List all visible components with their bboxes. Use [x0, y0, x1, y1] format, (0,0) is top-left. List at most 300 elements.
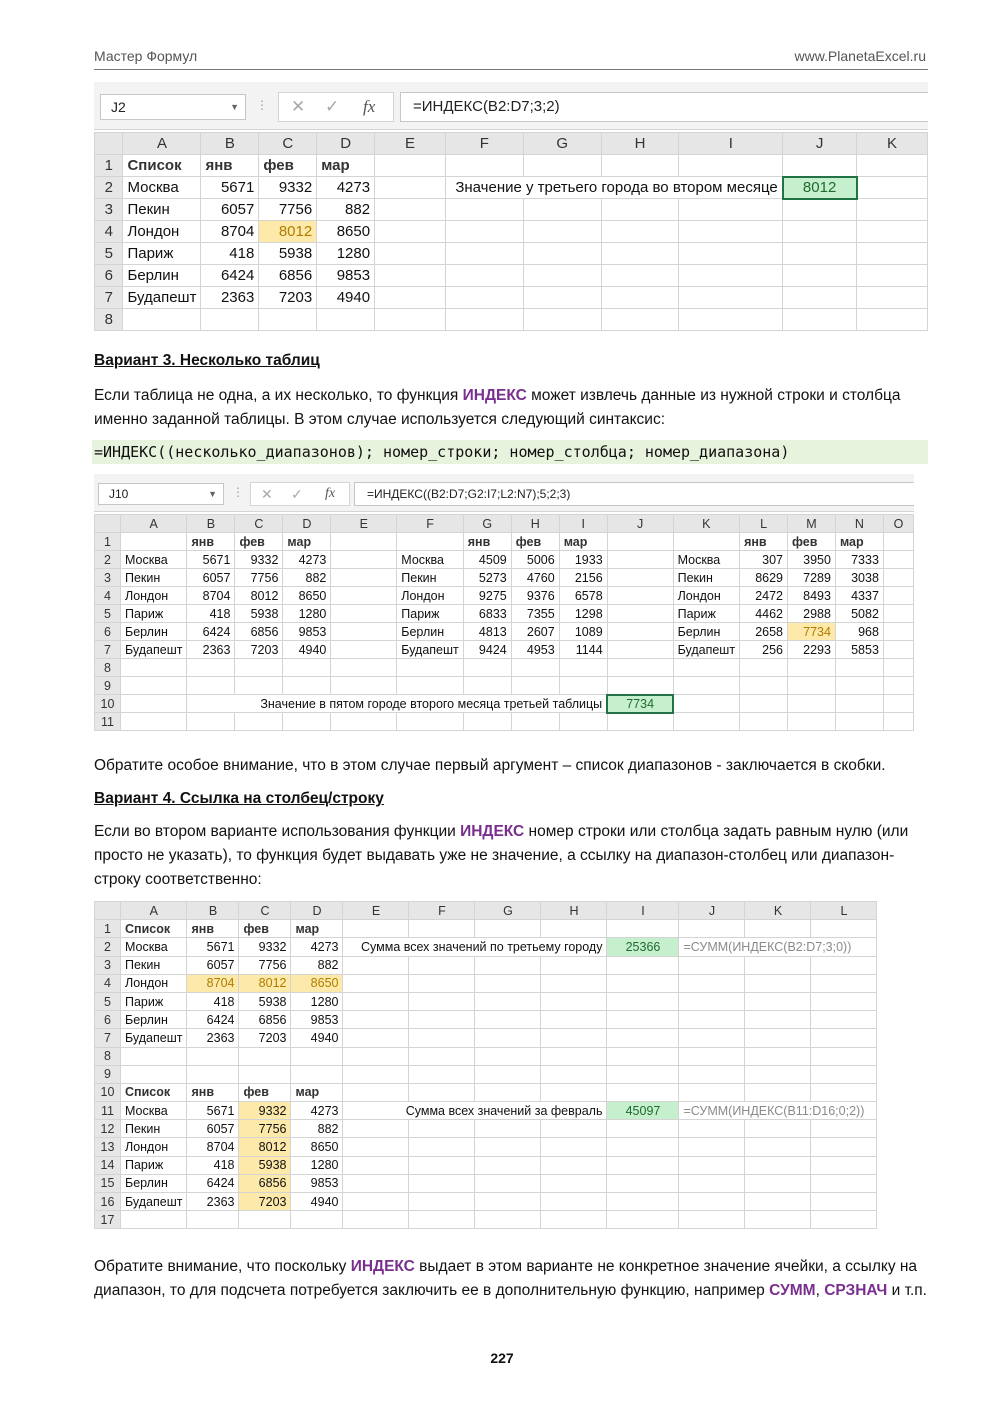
cell[interactable]	[559, 659, 607, 677]
cell[interactable]: 2156	[559, 569, 607, 587]
cell[interactable]: янв	[187, 920, 239, 938]
cell[interactable]: Берлин	[673, 623, 739, 641]
cell[interactable]	[475, 956, 541, 974]
cell[interactable]	[475, 1211, 541, 1229]
cell[interactable]	[811, 1193, 877, 1211]
cell[interactable]	[811, 1083, 877, 1101]
cell[interactable]: янв	[187, 1083, 239, 1101]
cell[interactable]	[445, 309, 523, 331]
cell[interactable]: 7756	[239, 956, 291, 974]
cell[interactable]: 5671	[187, 938, 239, 956]
cell[interactable]	[607, 1065, 679, 1083]
row-header[interactable]: 5	[95, 243, 123, 265]
cell[interactable]	[523, 287, 601, 309]
cell[interactable]: 5671	[187, 1102, 239, 1120]
formula-input[interactable]: =ИНДЕКС(B2:D7;3;2)	[400, 92, 928, 122]
cell[interactable]: Список	[121, 920, 187, 938]
cell[interactable]	[745, 1029, 811, 1047]
cell[interactable]: 2363	[187, 641, 235, 659]
cell[interactable]: 6057	[187, 956, 239, 974]
column-header[interactable]: N	[835, 515, 883, 533]
cell[interactable]	[409, 1083, 475, 1101]
cell[interactable]	[511, 713, 559, 731]
cell[interactable]	[783, 287, 857, 309]
cell[interactable]: 2363	[187, 1193, 239, 1211]
cell[interactable]: Пекин	[673, 569, 739, 587]
cell[interactable]	[541, 1120, 607, 1138]
cell[interactable]: фев	[511, 533, 559, 551]
cell[interactable]	[607, 641, 673, 659]
cell[interactable]: янв	[201, 155, 259, 177]
cell[interactable]: 8704	[201, 221, 259, 243]
cell[interactable]: 7203	[239, 1029, 291, 1047]
cell[interactable]	[883, 713, 913, 731]
cell[interactable]: 7289	[788, 569, 836, 587]
cell[interactable]: 9275	[463, 587, 511, 605]
cell[interactable]	[745, 1120, 811, 1138]
cell[interactable]	[343, 1011, 409, 1029]
row-header[interactable]: 4	[95, 587, 121, 605]
cell[interactable]: 8650	[283, 587, 331, 605]
cell[interactable]	[679, 920, 745, 938]
cell[interactable]	[239, 1065, 291, 1083]
cell[interactable]: Будапешт	[121, 1193, 187, 1211]
column-header[interactable]: F	[397, 515, 463, 533]
cell[interactable]	[601, 155, 679, 177]
cell[interactable]	[397, 659, 463, 677]
cell[interactable]: фев	[788, 533, 836, 551]
cell[interactable]	[343, 1065, 409, 1083]
cell[interactable]	[343, 1211, 409, 1229]
cell[interactable]	[463, 713, 511, 731]
cell[interactable]	[187, 677, 235, 695]
cell[interactable]	[409, 1138, 475, 1156]
cell[interactable]	[811, 1156, 877, 1174]
cell[interactable]: Париж	[673, 605, 739, 623]
cell[interactable]: 2293	[788, 641, 836, 659]
enter-check-icon[interactable]: ✓	[325, 97, 340, 116]
cell[interactable]: 2607	[511, 623, 559, 641]
row-header[interactable]: 9	[95, 677, 121, 695]
cell[interactable]	[745, 956, 811, 974]
cell[interactable]	[607, 677, 673, 695]
cell[interactable]: 6057	[187, 1120, 239, 1138]
cell[interactable]	[291, 1211, 343, 1229]
cell[interactable]: 5938	[235, 605, 283, 623]
cell[interactable]: 1280	[283, 605, 331, 623]
cell[interactable]	[523, 309, 601, 331]
cell[interactable]	[783, 199, 857, 221]
cell[interactable]: 4273	[291, 938, 343, 956]
result-cell[interactable]: 8012	[783, 177, 857, 199]
cell[interactable]	[673, 713, 739, 731]
cell[interactable]: 9853	[291, 1011, 343, 1029]
cell[interactable]	[679, 1047, 745, 1065]
cell[interactable]: Берлин	[397, 623, 463, 641]
cell[interactable]	[375, 243, 446, 265]
cell[interactable]	[811, 1047, 877, 1065]
cell[interactable]: 1280	[317, 243, 375, 265]
cell[interactable]	[783, 155, 857, 177]
cell[interactable]	[123, 309, 201, 331]
cell[interactable]	[541, 1156, 607, 1174]
cell[interactable]	[259, 309, 317, 331]
cell[interactable]	[811, 1029, 877, 1047]
cell[interactable]	[343, 974, 409, 992]
cell[interactable]	[375, 221, 446, 243]
cell[interactable]: Москва	[397, 551, 463, 569]
cell[interactable]	[607, 1011, 679, 1029]
cell[interactable]: 4940	[291, 1193, 343, 1211]
cell[interactable]: 8704	[187, 974, 239, 992]
cell[interactable]: 4940	[283, 641, 331, 659]
cell[interactable]: 882	[317, 199, 375, 221]
cell[interactable]	[541, 1083, 607, 1101]
cell[interactable]	[740, 695, 788, 713]
cell[interactable]	[740, 713, 788, 731]
cell[interactable]	[523, 243, 601, 265]
cell[interactable]: 4337	[835, 587, 883, 605]
cell[interactable]: 5938	[239, 992, 291, 1010]
cell[interactable]	[343, 1120, 409, 1138]
cell[interactable]	[343, 956, 409, 974]
cell[interactable]	[607, 605, 673, 623]
cell[interactable]	[511, 659, 559, 677]
cell[interactable]: 8012	[259, 221, 317, 243]
cell[interactable]	[375, 287, 446, 309]
column-header[interactable]: A	[120, 515, 186, 533]
cell[interactable]	[397, 677, 463, 695]
cell[interactable]: 4940	[291, 1029, 343, 1047]
cell[interactable]	[740, 677, 788, 695]
cell[interactable]: 9853	[291, 1174, 343, 1192]
cell[interactable]	[541, 1029, 607, 1047]
formula-input[interactable]: =ИНДЕКС((B2:D7;G2:I7;L2:N7);5;2;3)	[354, 482, 914, 506]
cell[interactable]	[679, 309, 783, 331]
cell[interactable]: 8012	[239, 1138, 291, 1156]
cell[interactable]: 7203	[239, 1193, 291, 1211]
cell[interactable]: Париж	[121, 1156, 187, 1174]
cell[interactable]: 5938	[239, 1156, 291, 1174]
cell[interactable]	[607, 1047, 679, 1065]
row-header[interactable]: 5	[95, 992, 121, 1010]
cell[interactable]: Москва	[121, 1102, 187, 1120]
cell[interactable]: 6856	[235, 623, 283, 641]
cell[interactable]: Москва	[123, 177, 201, 199]
cell[interactable]: Лондон	[397, 587, 463, 605]
cell[interactable]	[397, 713, 463, 731]
row-header[interactable]: 2	[95, 938, 121, 956]
cell[interactable]: 5082	[835, 605, 883, 623]
cell[interactable]	[541, 1138, 607, 1156]
cell[interactable]	[883, 641, 913, 659]
cell[interactable]: Лондон	[120, 587, 186, 605]
column-header[interactable]: F	[409, 902, 475, 920]
enter-check-icon[interactable]: ✓	[291, 486, 303, 502]
cell[interactable]: Пекин	[121, 1120, 187, 1138]
cell[interactable]	[607, 1211, 679, 1229]
cell[interactable]: 2988	[788, 605, 836, 623]
column-header[interactable]: H	[601, 133, 679, 155]
cell[interactable]	[331, 587, 397, 605]
cell[interactable]	[317, 309, 375, 331]
cell[interactable]: 418	[187, 992, 239, 1010]
cell[interactable]	[541, 1174, 607, 1192]
cell[interactable]	[679, 1120, 745, 1138]
row-header[interactable]: 17	[95, 1211, 121, 1229]
cell[interactable]: 882	[291, 956, 343, 974]
cell[interactable]	[811, 974, 877, 992]
column-header[interactable]: H	[541, 902, 607, 920]
cell[interactable]	[673, 677, 739, 695]
cell[interactable]	[601, 199, 679, 221]
cell[interactable]: фев	[259, 155, 317, 177]
cell[interactable]	[331, 659, 397, 677]
cell[interactable]	[343, 992, 409, 1010]
row-header[interactable]: 6	[95, 1011, 121, 1029]
cell[interactable]	[331, 641, 397, 659]
cell[interactable]	[607, 569, 673, 587]
cell[interactable]	[607, 1083, 679, 1101]
dropdown-arrow-icon[interactable]: ▼	[230, 102, 239, 112]
column-header[interactable]: C	[259, 133, 317, 155]
cell[interactable]: 3038	[835, 569, 883, 587]
cell[interactable]: 1280	[291, 1156, 343, 1174]
column-header[interactable]: E	[375, 133, 446, 155]
cell[interactable]: Список	[121, 1083, 187, 1101]
cell[interactable]	[783, 309, 857, 331]
cell[interactable]	[445, 265, 523, 287]
cell[interactable]	[857, 177, 928, 199]
cell[interactable]: 7203	[235, 641, 283, 659]
row-header[interactable]: 4	[95, 974, 121, 992]
cell[interactable]	[291, 1047, 343, 1065]
cell[interactable]	[409, 1120, 475, 1138]
row-header[interactable]: 3	[95, 569, 121, 587]
cell[interactable]: 6856	[259, 265, 317, 287]
cell[interactable]	[120, 659, 186, 677]
cell[interactable]	[409, 1011, 475, 1029]
name-box[interactable]	[98, 483, 224, 505]
cell[interactable]	[541, 974, 607, 992]
cell[interactable]: 7734	[788, 623, 836, 641]
cell[interactable]	[375, 309, 446, 331]
cell[interactable]	[601, 309, 679, 331]
cell[interactable]	[120, 677, 186, 695]
row-header[interactable]: 5	[95, 605, 121, 623]
cell[interactable]	[475, 1029, 541, 1047]
cell[interactable]: 4953	[511, 641, 559, 659]
cell[interactable]	[811, 992, 877, 1010]
cell[interactable]	[679, 1193, 745, 1211]
cell[interactable]	[121, 1047, 187, 1065]
cell[interactable]	[607, 659, 673, 677]
row-header[interactable]: 10	[95, 695, 121, 713]
cell[interactable]	[463, 659, 511, 677]
cell[interactable]: 6856	[239, 1174, 291, 1192]
cell[interactable]	[857, 155, 928, 177]
cell[interactable]	[811, 1138, 877, 1156]
cell[interactable]	[475, 1174, 541, 1192]
cell[interactable]	[601, 287, 679, 309]
cell[interactable]	[811, 956, 877, 974]
cell[interactable]	[679, 1029, 745, 1047]
cell[interactable]	[201, 309, 259, 331]
cell[interactable]: 1280	[291, 992, 343, 1010]
cell[interactable]	[475, 1065, 541, 1083]
cell[interactable]: 9376	[511, 587, 559, 605]
cell[interactable]	[541, 1211, 607, 1229]
cell[interactable]: фев	[239, 920, 291, 938]
row-header[interactable]: 2	[95, 177, 123, 199]
cell[interactable]: 4462	[740, 605, 788, 623]
cell[interactable]	[120, 695, 186, 713]
cell[interactable]	[187, 1211, 239, 1229]
cell[interactable]: мар	[835, 533, 883, 551]
cell[interactable]: 8012	[235, 587, 283, 605]
cell[interactable]	[679, 1011, 745, 1029]
cell[interactable]: 6057	[201, 199, 259, 221]
cell[interactable]	[679, 992, 745, 1010]
column-header[interactable]: J	[607, 515, 673, 533]
cell[interactable]: 6578	[559, 587, 607, 605]
cell[interactable]: 1144	[559, 641, 607, 659]
cell[interactable]: 9332	[259, 177, 317, 199]
column-header[interactable]: D	[283, 515, 331, 533]
cell[interactable]	[883, 677, 913, 695]
cell[interactable]: Список	[123, 155, 201, 177]
cell[interactable]	[541, 992, 607, 1010]
cell[interactable]: 8704	[187, 1138, 239, 1156]
cell[interactable]: Будапешт	[121, 1029, 187, 1047]
cell[interactable]	[375, 199, 446, 221]
cell[interactable]: Пекин	[121, 956, 187, 974]
cell[interactable]: 8493	[788, 587, 836, 605]
column-header[interactable]: G	[475, 902, 541, 920]
cell[interactable]: 2363	[187, 1029, 239, 1047]
cell[interactable]: янв	[187, 533, 235, 551]
cell[interactable]	[523, 265, 601, 287]
cell[interactable]	[331, 569, 397, 587]
cell[interactable]	[679, 956, 745, 974]
cell[interactable]	[673, 695, 739, 713]
cell[interactable]: 6424	[201, 265, 259, 287]
cell[interactable]	[283, 659, 331, 677]
cell[interactable]: 7756	[235, 569, 283, 587]
cell[interactable]	[541, 1193, 607, 1211]
cell[interactable]: 4940	[317, 287, 375, 309]
cell[interactable]	[788, 695, 836, 713]
row-header[interactable]: 3	[95, 956, 121, 974]
cell[interactable]	[745, 1011, 811, 1029]
cell[interactable]	[475, 1120, 541, 1138]
cell[interactable]	[857, 265, 928, 287]
column-header[interactable]: O	[883, 515, 913, 533]
result-cell[interactable]: 45097	[607, 1102, 679, 1120]
cell[interactable]: Берлин	[121, 1011, 187, 1029]
cell[interactable]	[679, 1083, 745, 1101]
cell[interactable]: фев	[239, 1083, 291, 1101]
cell[interactable]	[397, 533, 463, 551]
cell[interactable]	[673, 659, 739, 677]
cell[interactable]	[475, 920, 541, 938]
cell[interactable]: Париж	[121, 992, 187, 1010]
cell[interactable]	[331, 677, 397, 695]
cell[interactable]: 8012	[239, 974, 291, 992]
cell[interactable]	[607, 1156, 679, 1174]
cell[interactable]	[607, 587, 673, 605]
cell[interactable]	[121, 1211, 187, 1229]
cell[interactable]: Москва	[121, 938, 187, 956]
cell[interactable]	[445, 155, 523, 177]
cell[interactable]: Пекин	[397, 569, 463, 587]
cell[interactable]	[121, 1065, 187, 1083]
cell[interactable]	[343, 1174, 409, 1192]
column-header[interactable]: C	[235, 515, 283, 533]
cell[interactable]	[679, 1138, 745, 1156]
column-header[interactable]: M	[788, 515, 836, 533]
cell[interactable]: Берлин	[123, 265, 201, 287]
column-header[interactable]: A	[123, 133, 201, 155]
cell[interactable]: 5671	[201, 177, 259, 199]
cell[interactable]	[523, 199, 601, 221]
cell[interactable]	[679, 1065, 745, 1083]
cell[interactable]: Париж	[120, 605, 186, 623]
cell[interactable]: 5938	[259, 243, 317, 265]
column-header[interactable]: K	[673, 515, 739, 533]
cell[interactable]	[601, 221, 679, 243]
cell[interactable]	[343, 920, 409, 938]
cell[interactable]	[541, 1011, 607, 1029]
cell[interactable]: 7333	[835, 551, 883, 569]
formula-text[interactable]: =СУММ(ИНДЕКС(B2:D7;3;0))	[679, 938, 877, 956]
cell[interactable]	[445, 199, 523, 221]
cell[interactable]	[883, 695, 913, 713]
cell[interactable]: 9332	[239, 938, 291, 956]
cell[interactable]	[343, 1156, 409, 1174]
cell[interactable]	[239, 1211, 291, 1229]
cell[interactable]: Лондон	[121, 974, 187, 992]
cell[interactable]	[745, 992, 811, 1010]
cell[interactable]	[601, 243, 679, 265]
row-header[interactable]: 7	[95, 287, 123, 309]
column-header[interactable]: E	[343, 902, 409, 920]
cell[interactable]	[235, 659, 283, 677]
column-header[interactable]: D	[317, 133, 375, 155]
dropdown-arrow-icon[interactable]: ▼	[208, 489, 217, 499]
cell[interactable]	[783, 243, 857, 265]
cell[interactable]	[343, 1083, 409, 1101]
row-header[interactable]: 10	[95, 1083, 121, 1101]
select-all-corner[interactable]	[95, 902, 121, 920]
cell[interactable]	[745, 1138, 811, 1156]
cell[interactable]	[607, 533, 673, 551]
cell[interactable]	[375, 155, 446, 177]
cell[interactable]	[857, 309, 928, 331]
cell[interactable]	[857, 199, 928, 221]
cell[interactable]	[541, 1047, 607, 1065]
cell[interactable]: 968	[835, 623, 883, 641]
cell[interactable]: 6424	[187, 623, 235, 641]
column-header[interactable]: H	[511, 515, 559, 533]
column-header[interactable]: G	[463, 515, 511, 533]
cell[interactable]: 418	[187, 1156, 239, 1174]
cell[interactable]: 4760	[511, 569, 559, 587]
cell[interactable]: 4273	[283, 551, 331, 569]
cell[interactable]: Будапешт	[397, 641, 463, 659]
cell[interactable]	[511, 677, 559, 695]
cell[interactable]	[343, 1193, 409, 1211]
